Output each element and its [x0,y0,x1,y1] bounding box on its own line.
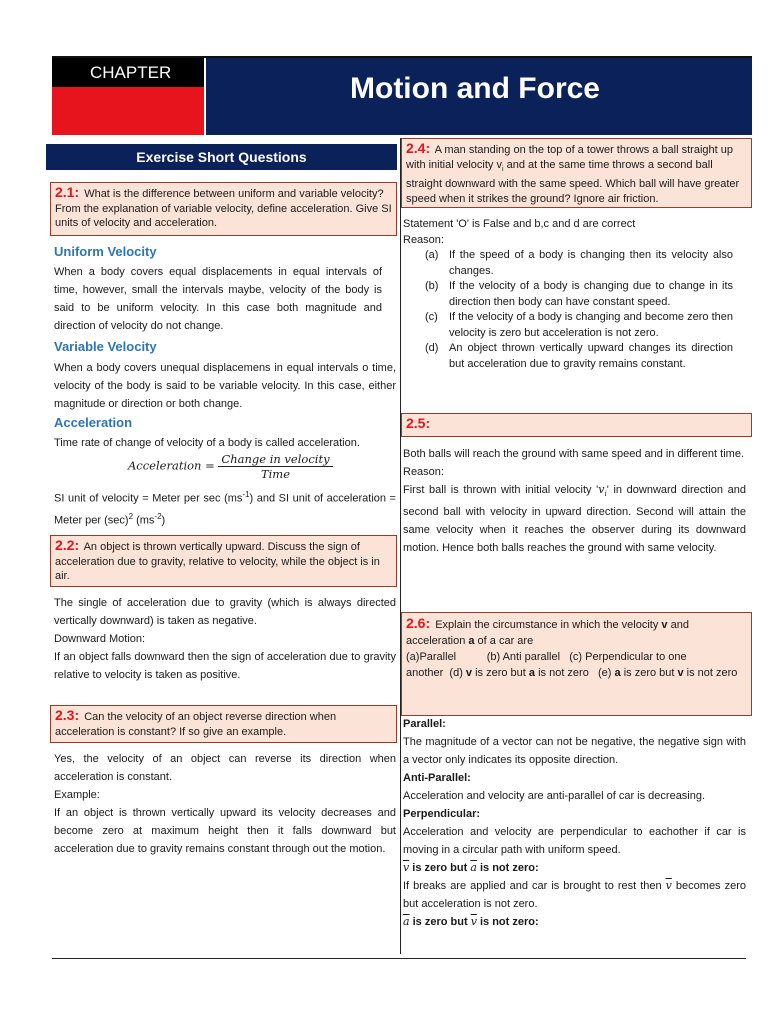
vector-a-symbol: $\overline{a}$ [470,861,477,874]
vector-v-symbol: $\overline{v}$ [665,879,672,892]
list-letter: (d) [425,342,439,354]
q-v: v [661,619,668,631]
q-opt-a: another (d) [406,667,466,679]
question-box-2-5 [401,413,752,437]
question-number: 2.4: [406,140,431,156]
answer-2-4-statement: Statement 'O' is False and b,c and d are correct [403,218,636,230]
answer-2-2-line-1: The single of acceleration due to gravity (which is always directed vertically downward) is taken as negative. [54,597,396,627]
v-zero-text-a: If breaks are applied and car is brought to rest then [403,880,666,892]
q-opt-e: is not zero [683,667,738,679]
answer-2-3 [54,750,396,858]
answer-2-2-line-3: If an object falls downward then the sign of acceleration due to gravity relative to velocity is taken as positive. [54,651,396,681]
heading-acceleration: Acceleration [54,415,133,430]
perpendicular-heading: Perpendicular: [403,808,481,820]
anti-parallel-heading: Anti-Parallel: [403,772,471,784]
q-opt-a1: a [528,667,536,679]
heading-uniform-velocity: Uniform Velocity [54,244,157,259]
title-band [206,58,752,135]
answer-2-2-line-2: Downward Motion: [54,633,146,645]
q-opt-c: is not zero (e) [535,667,615,679]
list-letter: (b) [425,280,439,292]
page-title: Motion and Force [350,72,600,105]
answer-2-5-line-1: Both balls will reach the ground with same speed and in different time. [403,448,744,460]
uniform-velocity-text: When a body covers equal displacements in equal intervals of time, however, small the intervals maybe, velocity of the body is said to be uniform velocity. In this case both magnitude and direction of velocity do not change. [54,266,382,332]
v-zero-text [403,877,746,913]
question-number: 2.1: [55,184,80,200]
velocity-symbol: v [598,483,605,496]
si-text-1: SI unit of velocity = Meter per sec (ms [54,492,243,505]
list-item [403,248,733,279]
answer-2-5 [403,445,746,557]
footer-rule [52,958,746,959]
si-text-4: ) [161,514,166,527]
q-text-2: and acceleration [406,619,689,647]
formula-lhs: Acceleration = [128,458,215,473]
answer-2-2 [54,594,396,684]
list-letter: (c) [425,311,438,323]
q-options-1: (a)Parallel (b) Anti parallel (c) Perpendicular to one [406,651,687,663]
answer-2-4-list [403,248,733,372]
answer-2-6 [403,715,746,931]
question-box-2-3 [50,705,397,743]
answer-2-5-line-2: Reason: [403,466,444,478]
list-text: If the speed of a body is changing then its velocity also changes. [449,249,733,277]
answer-2-4-reason: Reason: [403,233,444,246]
section-heading: Exercise Short Questions [46,144,397,170]
column-divider [400,138,401,954]
q-text-3: of a car are [474,635,534,647]
a-zero-heading [403,913,746,931]
question-box-2-4 [401,138,752,208]
vector-v-symbol: $\overline{v}$ [403,861,410,874]
q-opt-b: is zero but [472,667,529,679]
list-text: If the velocity of a body is changing and become zero then velocity is zero but acceleration is not zero. [449,311,733,339]
heading-variable-velocity: Variable Velocity [54,339,157,354]
question-text: What is the difference between uniform and variable velocity? From the explanation of variable velocity, define acceleration. Give SI units of velocity and acceleration. [55,188,392,229]
list-letter: (a) [425,249,439,261]
v-zero-heading [403,859,746,877]
list-text: If the velocity of a body is changing due to change in its direction then body can have constant speed. [449,280,733,308]
question-number: 2.3: [55,707,80,723]
chapter-label: CHAPTER [52,58,204,87]
answer-2-4 [403,217,748,372]
q-opt-v2: v [677,667,684,679]
a-zero-mid: is zero but [409,916,471,928]
list-text: An object thrown vertically upward changes its direction but acceleration due to gravity remains constant. [449,342,733,370]
si-sup-3: -2 [154,511,162,521]
question-number: 2.5: [406,415,431,431]
question-text-2: and at the same time throws a second ball straight downward with the same speed. Which ball will have greater speed when it strikes the ground? Ignore air friction. [406,158,740,205]
question-sub: i [501,165,504,173]
si-sup-2: 2 [128,511,134,521]
acceleration-formula [128,452,333,481]
si-text-2: ) and SI unit of acceleration = Meter per (sec) [54,492,396,527]
formula-denominator: Time [260,467,291,481]
answer-2-3-line-2: Example: [54,789,100,801]
q-text-1: Explain the circumstance in which the velocity [435,619,662,631]
formula-numerator: Change in velocity [218,452,332,467]
q-a: a [468,635,475,647]
q-opt-v1: v [465,667,473,679]
question-box-2-1 [50,182,397,236]
question-number: 2.6: [406,615,431,631]
vector-a-symbol: $\overline{a}$ [403,915,410,928]
question-text: Can the velocity of an object reverse direction when acceleration is constant? If so give an example. [55,711,337,738]
q-opt-a2: a [614,667,621,679]
velocity-sub: i [604,490,607,499]
perpendicular-text: Acceleration and velocity are perpendicular to eachother if car is moving in a circular path with uniform speed. [403,826,746,856]
anti-parallel-text: Acceleration and velocity are anti-parallel of car is decreasing. [403,790,706,802]
list-item [403,279,733,310]
chapter-red-block [52,87,204,135]
list-item [403,310,733,341]
vector-v-symbol: $\overline{v}$ [470,915,477,928]
question-box-2-2 [50,535,397,587]
question-text-1: A man standing on the top of a tower throws a ball straight up with initial velocity v [406,144,733,171]
v-zero-end: is not zero: [476,862,539,874]
si-sup-1: -1 [242,490,250,499]
variable-velocity-text: When a body covers unequal displacemens in equal intervals o time, velocity of the body is said to be variable velocity. In this case, either magnitude or direction or both change. [54,362,396,410]
answer-2-5-text-b: ' in downward direction and second ball with velocity in upward direction. Second will attain the same velocity when it reaches the observer during its downward motion. Hence both balls reaches the ground with same velocity. [403,484,746,555]
question-text: An object is thrown vertically upward. Discuss the sign of acceleration due to gravity, relative to velocity, while the object is in air. [55,541,380,582]
answer-2-3-line-1: Yes, the velocity of an object can reverse its direction when acceleration is constant. [54,753,396,783]
answer-2-5-text-a: First ball is thrown with initial velocity ' [403,484,599,496]
si-text-3: (ms [133,514,155,527]
answer-2-3-line-3: If an object is thrown vertically upward its velocity decreases and become zero at maximum height then it falls downward but acceleration due to gravity remains constant through out the motion. [54,807,396,855]
formula-fraction [218,452,332,481]
v-zero-text-b: becomes zero but acceleration is not zero. [403,880,746,910]
q-opt-d: is zero but [620,667,678,679]
acceleration-text: Time rate of change of velocity of a body is called acceleration. [54,437,360,449]
answer-2-5-line-3 [403,481,746,557]
v-zero-mid: is zero but [409,862,471,874]
parallel-heading: Parallel: [403,718,446,730]
si-units-text [54,486,396,529]
question-number: 2.2: [55,537,80,553]
list-item [403,341,733,372]
a-zero-end: is not zero: [476,916,539,928]
parallel-text: The magnitude of a vector can not be negative, the negative sign with a vector only indicates its opposite direction. [403,736,746,766]
question-box-2-6 [401,612,752,716]
